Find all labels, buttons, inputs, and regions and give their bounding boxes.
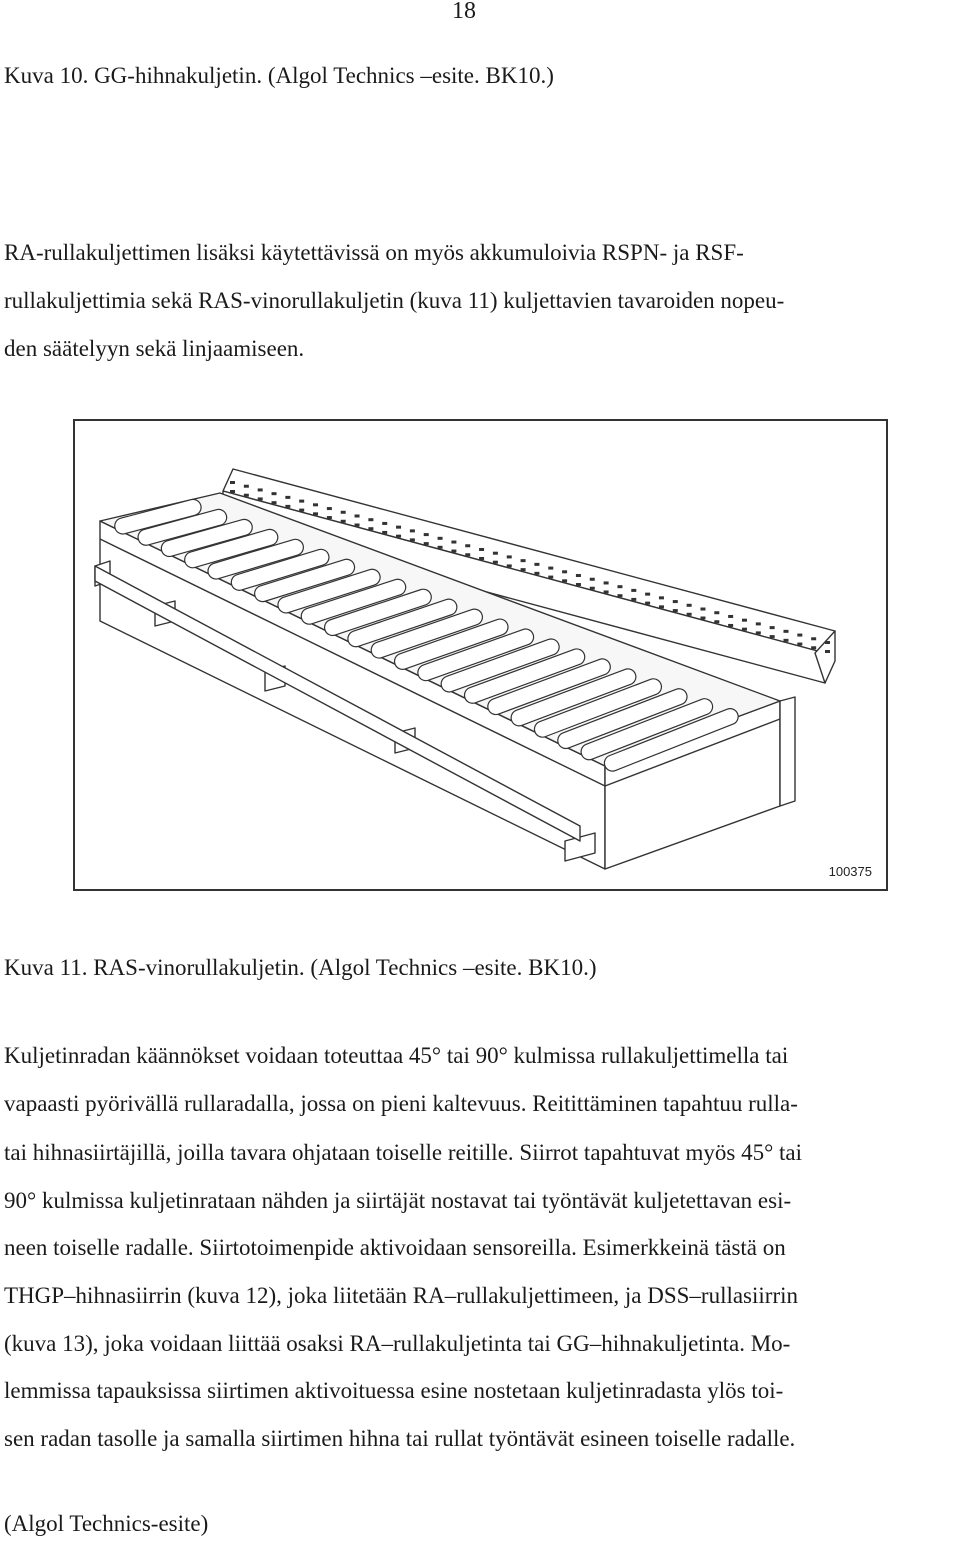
figure-id-label: 100375: [828, 864, 872, 879]
rail-hole: [659, 596, 664, 599]
rail-hole: [355, 523, 360, 526]
rail-hole: [285, 505, 290, 508]
rail-hole: [479, 557, 484, 560]
rail-hole: [244, 494, 249, 497]
rail-hole: [327, 516, 332, 519]
rail-hole: [825, 650, 830, 653]
rail-hole: [797, 643, 802, 646]
paragraph-line: rullakuljettimia sekä RAS-vinorullakuljetin (kuva 11) kuljettavien tavaroiden nopeu-: [4, 288, 785, 313]
rail-hole: [617, 585, 622, 588]
rail-hole: [811, 646, 816, 649]
rail-hole: [811, 637, 816, 640]
rail-hole: [631, 589, 636, 592]
paragraph-line: vapaasti pyörivällä rullaradalla, jossa on pieni kaltevuus. Reitittäminen tapahtuu rulla-: [4, 1091, 798, 1116]
paragraph-line: sen radan tasolle ja samalla siirtimen hihna tai rullat työntävät esineen toiselle radalle.: [4, 1426, 796, 1451]
rail-hole: [714, 620, 719, 623]
paragraph-line: Kuljetinradan käännökset voidaan toteuttaa 45° tai 90° kulmissa rullakuljettimella tai: [4, 1043, 789, 1068]
paragraph-line: (kuva 13), joka voidaan liittää osaksi RA–rullakuljetinta tai GG–hihnakuljetinta. Mo-: [4, 1331, 791, 1356]
rail-hole: [534, 572, 539, 575]
rail-hole: [783, 639, 788, 642]
paragraph-line: THGP–hihnasiirrin (kuva 12), joka liitetään RA–rullakuljettimeen, ja DSS–rullasiirrin: [4, 1283, 798, 1308]
rail-hole: [700, 608, 705, 611]
rail-hole: [396, 535, 401, 538]
rail-hole: [728, 624, 733, 627]
rail-hole: [617, 594, 622, 597]
rail-hole: [521, 559, 526, 562]
rail-hole: [728, 615, 733, 618]
rail-hole: [576, 574, 581, 577]
rail-hole: [410, 538, 415, 541]
paragraph-line: RA-rullakuljettimen lisäksi käytettävissä on myös akkumuloivia RSPN- ja RSF-: [4, 240, 744, 265]
rail-hole: [756, 631, 761, 634]
rail-hole: [368, 527, 373, 530]
rail-hole: [673, 609, 678, 612]
rail-hole: [521, 568, 526, 571]
rail-hole: [382, 531, 387, 534]
rail-hole: [410, 529, 415, 532]
rail-hole: [700, 617, 705, 620]
rail-hole: [687, 613, 692, 616]
rail-hole: [285, 496, 290, 499]
rail-hole: [631, 598, 636, 601]
rail-hole: [714, 611, 719, 614]
rail-hole: [424, 542, 429, 545]
ras-conveyor-drawing: [75, 421, 886, 889]
rail-hole: [687, 604, 692, 607]
rail-hole: [396, 526, 401, 529]
rail-hole: [368, 518, 373, 521]
rail-hole: [341, 520, 346, 523]
figure-caption-kuva-11: Kuva 11. RAS-vinorullakuljetin. (Algol Technics –esite. BK10.): [4, 955, 597, 980]
rail-hole: [770, 635, 775, 638]
rail-hole: [742, 628, 747, 631]
rail-hole: [299, 500, 304, 503]
paragraph-line: 90° kulmissa kuljetinrataan nähden ja siirtäjät nostavat tai työntävät kuljetettavan esi-: [4, 1188, 792, 1213]
rail-hole: [548, 576, 553, 579]
figure-caption-kuva-10: Kuva 10. GG-hihnakuljetin. (Algol Technics –esite. BK10.): [4, 63, 554, 88]
rail-hole: [562, 579, 567, 582]
rail-hole: [382, 522, 387, 525]
rail-hole: [327, 507, 332, 510]
rail-hole: [590, 578, 595, 581]
rail-hole: [313, 512, 318, 515]
rail-hole: [673, 600, 678, 603]
rail-hole: [576, 583, 581, 586]
rail-hole: [493, 561, 498, 564]
rail-hole: [770, 626, 775, 629]
rail-hole: [451, 541, 456, 544]
rail-hole: [825, 641, 830, 644]
rail-hole: [479, 548, 484, 551]
rail-hole: [341, 511, 346, 514]
rail-hole: [465, 553, 470, 556]
rail-hole: [756, 622, 761, 625]
rail-hole: [272, 492, 277, 495]
rail-hole: [313, 503, 318, 506]
rail-hole: [493, 552, 498, 555]
rail-hole: [604, 581, 609, 584]
rail-hole: [258, 488, 263, 491]
paragraph-line: den säätelyyn sekä linjaamiseen.: [4, 336, 305, 361]
rail-hole: [645, 593, 650, 596]
rail-hole: [590, 587, 595, 590]
rail-hole: [645, 602, 650, 605]
rail-hole: [424, 533, 429, 536]
page-number: 18: [452, 0, 476, 24]
rail-hole: [355, 514, 360, 517]
rail-hole: [258, 497, 263, 500]
rail-hole: [742, 619, 747, 622]
rail-hole: [797, 634, 802, 637]
rail-hole: [562, 570, 567, 573]
paragraph-line: neen toiselle radalle. Siirtotoimenpide aktivoidaan sensoreilla. Esimerkkeinä tästä on: [4, 1235, 786, 1260]
rail-hole: [534, 563, 539, 566]
rail-hole: [783, 630, 788, 633]
conveyor-figure: [73, 419, 888, 891]
source-note: (Algol Technics-esite): [4, 1511, 209, 1536]
rail-hole: [438, 546, 443, 549]
rail-hole: [659, 605, 664, 608]
rail-hole: [272, 501, 277, 504]
rail-hole: [507, 555, 512, 558]
paragraph-line: lemmissa tapauksissa siirtimen aktivoituessa esine nostetaan kuljetinradasta ylös toi-: [4, 1378, 784, 1403]
rail-hole: [244, 485, 249, 488]
paragraph-line: tai hihnasiirtäjillä, joilla tavara ohjataan toiselle reitille. Siirrot tapahtuvat myös 45° tai: [4, 1140, 803, 1165]
rail-hole: [438, 537, 443, 540]
rail-hole: [604, 590, 609, 593]
rail-hole: [230, 481, 235, 484]
rail-hole: [507, 564, 512, 567]
rail-hole: [299, 509, 304, 512]
rail-hole: [465, 544, 470, 547]
rail-hole: [548, 567, 553, 570]
rail-hole: [451, 550, 456, 553]
rail-hole: [230, 490, 235, 493]
